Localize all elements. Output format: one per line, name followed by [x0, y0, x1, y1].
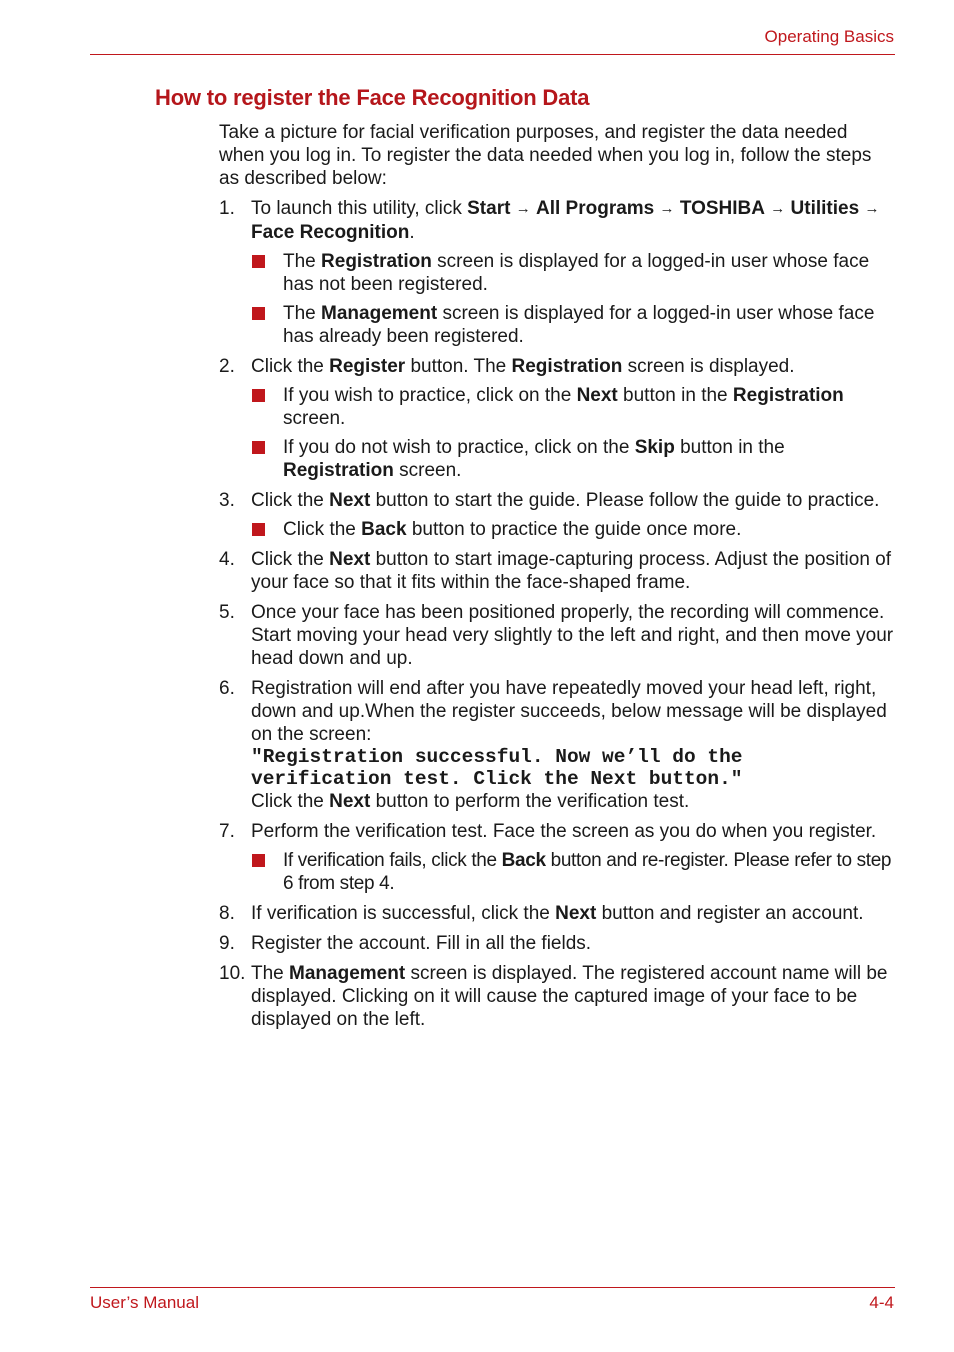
step-text: Click the Next button to start image-capturing process. Adjust the position of your face so that it fits within the face-shaped frame. [251, 549, 892, 593]
sub-bullet: Click the Back button to practice the guide once more. [251, 518, 895, 541]
step-number: 3. [219, 490, 235, 511]
footer-divider [90, 1287, 895, 1288]
footer-page-number: 4-4 [869, 1293, 894, 1312]
step-7 [219, 820, 895, 895]
step-text: The Management screen is displayed. The registered account name will be displayed. Clicking on it will cause the captured image of your face to be displayed on the left. [251, 963, 888, 1030]
step-number: 2. [219, 356, 235, 377]
step-1 [219, 197, 895, 348]
step-2 [219, 355, 895, 482]
step-text: Click the Register button. The Registration screen is displayed. [251, 356, 795, 377]
step-text: Click the Next button to start the guide. Please follow the guide to practice. [251, 490, 880, 511]
square-bullet-icon [252, 389, 265, 402]
step-10 [219, 962, 895, 1031]
square-bullet-icon [252, 854, 265, 867]
step-4 [219, 548, 895, 594]
step-number: 9. [219, 933, 235, 954]
square-bullet-icon [252, 255, 265, 268]
step-number: 5. [219, 602, 235, 623]
step-8 [219, 902, 895, 925]
step-number: 4. [219, 549, 235, 570]
step-number: 6. [219, 678, 235, 699]
sub-bullet: The Management screen is displayed for a logged-in user whose face has already been registered. [251, 302, 895, 348]
square-bullet-icon [252, 441, 265, 454]
step-text-continued: Click the Next button to perform the verification test. [251, 791, 690, 812]
sub-bullet: The Registration screen is displayed for a logged-in user whose face has not been registered. [251, 250, 895, 296]
step-number: 1. [219, 198, 235, 219]
arrow-right-icon: → [659, 200, 675, 217]
step-text: Once your face has been positioned properly, the recording will commence. Start moving your head very slightly to the left and right, and then move your head down and up. [251, 602, 894, 669]
step-text: If verification is successful, click the Next button and register an account. [251, 903, 864, 924]
arrow-right-icon: → [515, 200, 531, 217]
header-divider [90, 54, 895, 55]
step-number: 10. [219, 963, 246, 984]
step-9 [219, 932, 895, 955]
square-bullet-icon [252, 523, 265, 536]
arrow-right-icon: → [864, 200, 880, 217]
running-header: Operating Basics [764, 27, 894, 46]
section-heading: How to register the Face Recognition Data [155, 85, 590, 110]
sub-bullet: If verification fails, click the Back button and re-register. Please refer to step 6 from step 4. [251, 849, 895, 895]
sub-bullet: If you do not wish to practice, click on the Skip button in the Registration screen. [251, 436, 895, 482]
step-6 [219, 677, 895, 813]
sub-bullet: If you wish to practice, click on the Next button in the Registration screen. [251, 384, 895, 430]
step-text: To launch this utility, click Start → All Programs → TOSHIBA → Utilities → Face Recognition. [251, 198, 880, 243]
step-text: Register the account. Fill in all the fields. [251, 933, 592, 954]
step-number: 7. [219, 821, 235, 842]
message-text-line-2: verification test. Click the Next button." [251, 768, 743, 790]
step-text: Registration will end after you have repeatedly moved your head left, right, down and up.When the register succeeds, below message will be displayed on the screen: [251, 678, 887, 745]
arrow-right-icon: → [770, 200, 786, 217]
main-content [219, 121, 895, 1038]
step-3 [219, 489, 895, 541]
square-bullet-icon [252, 307, 265, 320]
message-text-line-1: "Registration successful. Now we’ll do the [251, 746, 743, 768]
step-text: Perform the verification test. Face the screen as you do when you register. [251, 821, 877, 842]
footer-manual-title: User’s Manual [90, 1293, 199, 1312]
intro-paragraph: Take a picture for facial verification purposes, and register the data needed when you log in. To register the data needed when you log in, follow the steps as described below: [219, 122, 872, 189]
step-number: 8. [219, 903, 235, 924]
step-5 [219, 601, 895, 670]
